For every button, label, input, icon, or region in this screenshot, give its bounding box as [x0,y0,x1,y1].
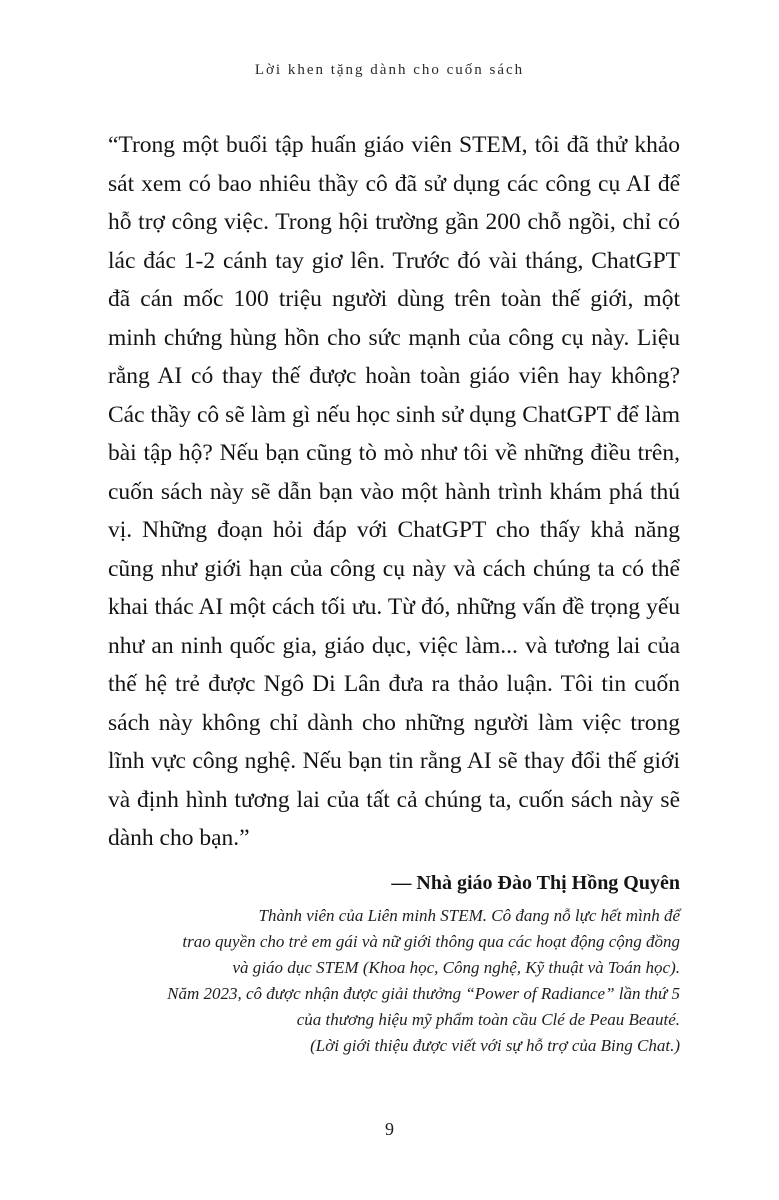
bio-line: Năm 2023, cô được nhận được giải thưởng “Power of Radiance” lần thứ 5 [167,983,680,1003]
attribution: — Nhà giáo Đào Thị Hồng Quyên [391,871,680,894]
praise-quote: “Trong một buổi tập huấn giáo viên STEM, tôi đã thử khảo sát xem có bao nhiêu thầy cô đã sử dụng các công cụ AI để hỗ trợ công việc. Trong hội trường gần 200 chỗ ngồi, chỉ có lác đác 1-2 cánh tay giơ lên. Trước đó vài tháng, ChatGPT đã cán mốc 100 triệu người dùng trên toàn thế giới, một minh chứng hùng hồn cho sức mạnh của công cụ này. Liệu rằng AI có thay thế được hoàn toàn giáo viên hay không? Các thầy cô sẽ làm gì nếu học sinh sử dụng ChatGPT để làm bài tập hộ? Nếu bạn cũng tò mò như tôi về những điều trên, cuốn sách này sẽ dẫn bạn vào một hành trình khám phá thú vị. Những đoạn hỏi đáp với ChatGPT cho thấy khả năng cũng như giới hạn của công cụ này và cách chúng ta có thể khai thác AI một cách tối ưu. Từ đó, những vấn đề trọng yếu như an ninh quốc gia, giáo dục, việc làm... và tương lai của thế hệ trẻ được Ngô Di Lân đưa ra thảo luận. Tôi tin cuốn sách này không chỉ dành cho những người làm việc trong lĩnh vực công nghệ. Nếu bạn tin rằng AI sẽ thay đổi thế giới và định hình tương lai của tất cả chúng ta, cuốn sách này sẽ dành cho bạn.” [108,132,680,851]
bio-line: Thành viên của Liên minh STEM. Cô đang nỗ lực hết mình để [258,905,680,925]
bio-line: và giáo dục STEM (Khoa học, Công nghệ, Kỹ thuật và Toán học). [232,957,680,977]
page-number: 9 [385,1119,394,1139]
bio-line: (Lời giới thiệu được viết với sự hỗ trợ của Bing Chat.) [310,1035,680,1055]
running-head: Lời khen tặng dành cho cuốn sách [254,62,525,78]
author-bio [108,903,680,1059]
page-content [108,126,680,1059]
bio-line: trao quyền cho trẻ em gái và nữ giới thông qua các hoạt động cộng đồng [182,931,680,951]
bio-line: của thương hiệu mỹ phẩm toàn cầu Clé de Peau Beauté. [296,1009,680,1029]
